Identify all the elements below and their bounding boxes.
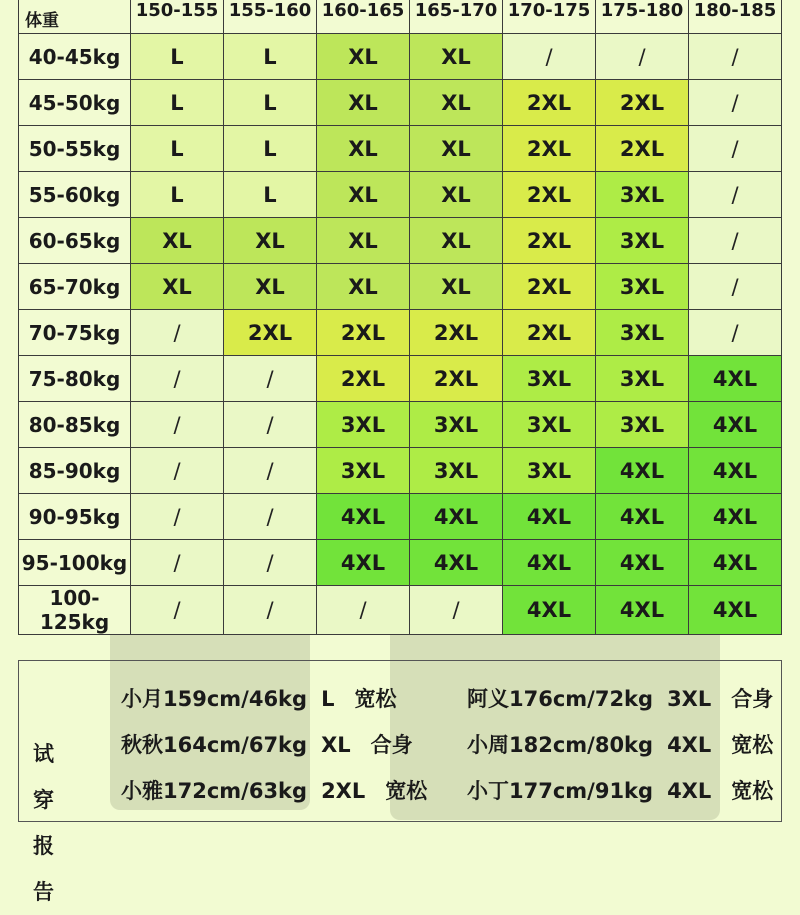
size-cell: L [224, 34, 317, 80]
size-cell: / [689, 218, 782, 264]
weight-row [19, 172, 782, 218]
weight-range-cell: 70-75kg [19, 310, 131, 356]
height-header-cell: 155-160 [224, 0, 317, 34]
size-cell: / [131, 586, 224, 635]
weight-row [19, 402, 782, 448]
size-cell: L [224, 80, 317, 126]
size-cell: XL [317, 34, 410, 80]
height-header-cell: 175-180 [596, 0, 689, 34]
size-cell: XL [317, 218, 410, 264]
size-cell: 4XL [689, 586, 782, 635]
weight-row [19, 356, 782, 402]
size-cell: 3XL [503, 448, 596, 494]
report-title-line: 试穿 [33, 742, 54, 812]
tester-fit: 合身 [731, 687, 774, 711]
size-chart-table [18, 0, 782, 635]
size-cell: / [596, 34, 689, 80]
size-cell: XL [317, 80, 410, 126]
size-cell: 3XL [596, 172, 689, 218]
tester-size: 3XL [667, 687, 712, 711]
weight-range-cell: 65-70kg [19, 264, 131, 310]
size-cell: 3XL [596, 264, 689, 310]
weight-range-cell: 60-65kg [19, 218, 131, 264]
height-header-cell: 160-165 [317, 0, 410, 34]
size-cell: XL [317, 264, 410, 310]
tester-info: 小丁177cm/91kg [467, 779, 654, 803]
weight-range-cell: 45-50kg [19, 80, 131, 126]
size-cell: 4XL [317, 494, 410, 540]
try-on-entry [467, 775, 773, 805]
size-cell: 4XL [317, 540, 410, 586]
size-cell: 2XL [410, 310, 503, 356]
size-cell: L [131, 34, 224, 80]
weight-row [19, 264, 782, 310]
size-cell: L [131, 126, 224, 172]
weight-range-cell: 50-55kg [19, 126, 131, 172]
weight-row [19, 80, 782, 126]
size-cell: / [224, 586, 317, 635]
try-on-entry [467, 729, 773, 759]
weight-range-cell: 75-80kg [19, 356, 131, 402]
tester-size: 4XL [667, 733, 712, 757]
size-cell: 3XL [596, 402, 689, 448]
size-cell: 4XL [689, 356, 782, 402]
weight-range-cell: 95-100kg [19, 540, 131, 586]
size-cell: 2XL [503, 126, 596, 172]
tester-size: XL [321, 733, 351, 757]
size-cell: 3XL [503, 402, 596, 448]
size-cell: 3XL [596, 356, 689, 402]
weight-range-cell: 40-45kg [19, 34, 131, 80]
size-cell: / [689, 310, 782, 356]
try-on-entry [121, 729, 413, 759]
weight-row [19, 494, 782, 540]
weight-range-cell: 90-95kg [19, 494, 131, 540]
size-cell: / [503, 34, 596, 80]
tester-fit: 宽松 [354, 687, 397, 711]
size-cell: XL [224, 218, 317, 264]
size-cell: / [689, 172, 782, 218]
tester-info: 小周182cm/80kg [467, 733, 654, 757]
weight-range-cell: 85-90kg [19, 448, 131, 494]
size-cell: / [224, 402, 317, 448]
size-cell: 3XL [410, 402, 503, 448]
size-cell: 3XL [317, 402, 410, 448]
size-cell: 2XL [503, 218, 596, 264]
height-header-cell: 170-175 [503, 0, 596, 34]
size-cell: 2XL [596, 80, 689, 126]
size-cell: L [131, 80, 224, 126]
size-cell: 2XL [503, 80, 596, 126]
size-cell: 2XL [317, 310, 410, 356]
size-cell: / [689, 126, 782, 172]
try-on-report-box [18, 660, 782, 904]
try-on-report-title [33, 731, 73, 915]
size-cell: 2XL [410, 356, 503, 402]
size-cell: 3XL [503, 356, 596, 402]
size-cell: 4XL [503, 540, 596, 586]
weight-row [19, 126, 782, 172]
size-cell: XL [131, 218, 224, 264]
tester-info: 秋秋164cm/67kg [121, 733, 308, 757]
height-header-cell: 165-170 [410, 0, 503, 34]
size-cell: L [131, 172, 224, 218]
size-cell: XL [410, 34, 503, 80]
size-cell: 3XL [596, 218, 689, 264]
size-cell: 2XL [596, 126, 689, 172]
size-cell: / [689, 80, 782, 126]
try-on-entry [467, 683, 773, 713]
tester-info: 阿义176cm/72kg [467, 687, 654, 711]
tester-size: 4XL [667, 779, 712, 803]
weight-range-cell: 80-85kg [19, 402, 131, 448]
size-cell: 2XL [503, 310, 596, 356]
weight-range-cell: 55-60kg [19, 172, 131, 218]
size-cell: 2XL [503, 264, 596, 310]
weight-row [19, 218, 782, 264]
size-cell: 4XL [410, 540, 503, 586]
size-cell: XL [317, 172, 410, 218]
size-cell: / [689, 264, 782, 310]
size-cell: 4XL [410, 494, 503, 540]
tester-fit: 宽松 [731, 779, 774, 803]
size-cell: / [131, 402, 224, 448]
size-cell: / [131, 310, 224, 356]
corner-header-cell [19, 0, 131, 34]
size-cell: XL [410, 80, 503, 126]
tester-info: 小雅172cm/63kg [121, 779, 308, 803]
size-cell: 3XL [596, 310, 689, 356]
tester-fit: 合身 [370, 733, 413, 757]
size-cell: / [224, 540, 317, 586]
height-header-cell: 150-155 [131, 0, 224, 34]
size-cell: 4XL [503, 586, 596, 635]
size-cell: XL [410, 218, 503, 264]
size-cell: 2XL [224, 310, 317, 356]
size-cell: 4XL [689, 402, 782, 448]
report-title-line: 报告 [33, 834, 54, 904]
weight-row [19, 448, 782, 494]
size-cell: 2XL [317, 356, 410, 402]
size-cell: XL [410, 172, 503, 218]
height-header-cell: 180-185 [689, 0, 782, 34]
size-cell: XL [224, 264, 317, 310]
weight-axis-label: 体重 [25, 11, 59, 31]
size-cell: / [131, 448, 224, 494]
height-header-row [19, 0, 782, 34]
size-cell: XL [410, 264, 503, 310]
size-cell: / [224, 356, 317, 402]
size-cell: L [224, 172, 317, 218]
weight-row [19, 540, 782, 586]
tester-size: L [321, 687, 335, 711]
size-cell: 4XL [596, 494, 689, 540]
tester-fit: 宽松 [385, 779, 428, 803]
size-cell: / [131, 356, 224, 402]
tester-info: 小月159cm/46kg [121, 687, 308, 711]
weight-row [19, 310, 782, 356]
size-cell: 4XL [503, 494, 596, 540]
size-cell: 4XL [596, 540, 689, 586]
size-cell: / [689, 34, 782, 80]
size-cell: L [224, 126, 317, 172]
size-cell: 4XL [596, 586, 689, 635]
size-cell: 3XL [317, 448, 410, 494]
size-cell: / [131, 540, 224, 586]
size-cell: XL [410, 126, 503, 172]
size-cell: 2XL [503, 172, 596, 218]
size-cell: 4XL [689, 448, 782, 494]
size-cell: 4XL [689, 494, 782, 540]
size-cell: / [317, 586, 410, 635]
tester-size: 2XL [321, 779, 366, 803]
weight-range-cell: 100-125kg [19, 586, 131, 635]
try-on-entry [121, 683, 396, 713]
try-on-entry [121, 775, 427, 805]
size-cell: / [224, 494, 317, 540]
size-cell: / [410, 586, 503, 635]
size-cell: / [131, 494, 224, 540]
size-cell: 4XL [689, 540, 782, 586]
size-cell: XL [131, 264, 224, 310]
size-cell: XL [317, 126, 410, 172]
weight-row [19, 586, 782, 635]
size-cell: / [224, 448, 317, 494]
size-cell: 3XL [410, 448, 503, 494]
tester-fit: 宽松 [731, 733, 774, 757]
weight-row [19, 34, 782, 80]
size-cell: 4XL [596, 448, 689, 494]
